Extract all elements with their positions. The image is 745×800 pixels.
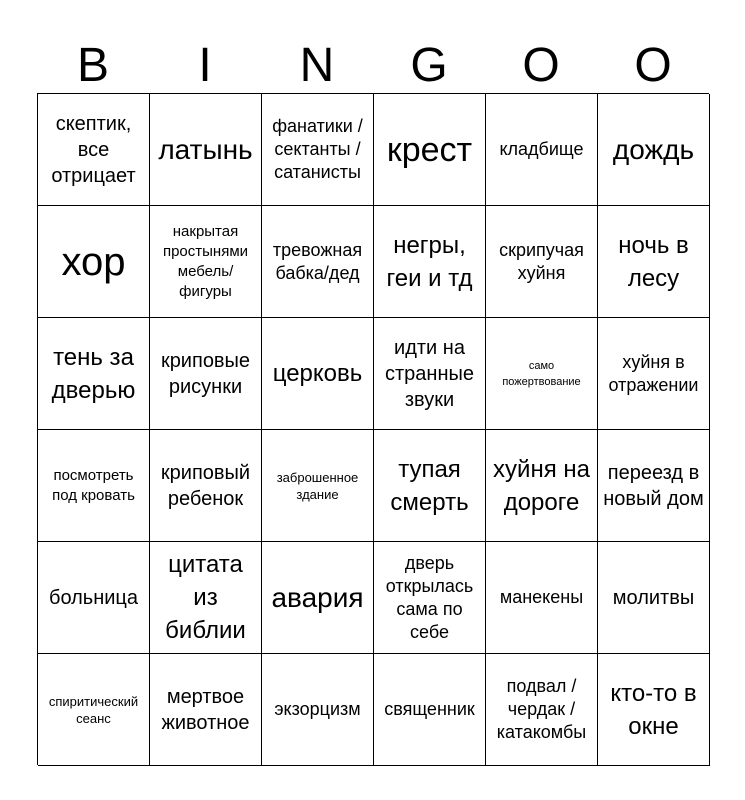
bingo-cell[interactable]	[598, 206, 710, 318]
bingo-cell[interactable]	[486, 318, 598, 430]
bingo-cell[interactable]	[486, 654, 598, 766]
cell-text: ночь в лесу	[618, 231, 689, 292]
bingo-cell[interactable]	[262, 654, 374, 766]
bingo-cell[interactable]	[262, 430, 374, 542]
bingo-cell[interactable]	[38, 430, 150, 542]
bingo-cell[interactable]	[150, 430, 262, 542]
bingo-cell[interactable]	[150, 206, 262, 318]
cell-text: тревожная бабка/дед	[272, 239, 363, 283]
bingo-cell[interactable]	[374, 430, 486, 542]
bingo-cell[interactable]	[150, 542, 262, 654]
cell-text: тупая смерть	[390, 455, 469, 516]
bingo-cell[interactable]	[598, 318, 710, 430]
bingo-cell[interactable]	[38, 654, 150, 766]
bingo-cell[interactable]	[374, 94, 486, 206]
cell-text: скептик, все отрицает	[51, 112, 136, 187]
header-letter: B	[76, 39, 109, 92]
bingo-cell[interactable]	[598, 430, 710, 542]
cell-text: переезд в новый дом	[603, 461, 704, 510]
cell-text: священник	[384, 699, 475, 719]
bingo-cell[interactable]	[150, 318, 262, 430]
cell-text: скрипучая хуйня	[499, 239, 584, 283]
cell-text: хуйня в отражении	[608, 351, 699, 395]
cell-text: подвал / чердак / катакомбы	[496, 676, 587, 742]
bingo-cell[interactable]	[374, 318, 486, 430]
bingo-cell[interactable]	[150, 94, 262, 206]
cell-text: спиритический сеанс	[48, 693, 139, 726]
cell-text: крест	[386, 130, 473, 169]
cell-text: тень за дверью	[51, 343, 136, 404]
bingo-cell[interactable]	[374, 542, 486, 654]
bingo-cell[interactable]	[486, 430, 598, 542]
cell-text: негры, геи и тд	[386, 231, 473, 292]
bingo-cell[interactable]	[38, 94, 150, 206]
bingo-cell[interactable]	[38, 542, 150, 654]
bingo-cell[interactable]	[374, 654, 486, 766]
cell-text: посмотреть под кровать	[52, 466, 135, 504]
cell-text: дождь	[612, 134, 695, 165]
header-letter: N	[299, 39, 335, 92]
cell-text: мертвое животное	[161, 685, 250, 734]
bingo-cell[interactable]	[486, 94, 598, 206]
cell-text: накрытая простынями мебель/ фигуры	[162, 222, 249, 300]
bingo-cell[interactable]	[486, 206, 598, 318]
cell-text: криповый ребенок	[160, 461, 251, 510]
cell-text: фанатики / сектанты / сатанисты	[272, 116, 363, 182]
cell-text: экзорцизм	[274, 699, 361, 719]
bingo-cell[interactable]	[150, 654, 262, 766]
cell-text: больница	[48, 586, 139, 609]
cell-text: идти на странные звуки	[385, 336, 474, 411]
cell-text: хор	[61, 239, 126, 284]
bingo-cell[interactable]	[598, 654, 710, 766]
cell-text: хуйня на дороге	[493, 455, 590, 516]
bingo-cell[interactable]	[262, 94, 374, 206]
bingo-cell[interactable]	[486, 542, 598, 654]
bingo-cell[interactable]	[262, 206, 374, 318]
bingo-cell[interactable]	[262, 318, 374, 430]
bingo-cell[interactable]	[262, 542, 374, 654]
header-letter: G	[410, 39, 448, 92]
cell-text: кладбище	[499, 139, 584, 159]
cell-text: криповые рисунки	[160, 349, 251, 398]
cell-text: манекены	[499, 587, 584, 607]
bingo-cell[interactable]	[38, 206, 150, 318]
cell-text: заброшенное здание	[276, 469, 359, 502]
header-letter: O	[634, 39, 672, 92]
cell-text: само пожертвование	[502, 359, 581, 388]
bingo-cell[interactable]	[598, 94, 710, 206]
cell-text: молитвы	[612, 586, 695, 609]
cell-text: авария	[271, 582, 364, 613]
cell-text: цитата из библии	[165, 551, 246, 644]
bingo-cell[interactable]	[38, 318, 150, 430]
cell-text: латынь	[158, 134, 253, 165]
bingo-board	[37, 93, 709, 765]
header-letter: O	[522, 39, 560, 92]
cell-text: дверь открылась сама по себе	[385, 552, 474, 642]
bingo-header	[37, 38, 709, 94]
header-letter: I	[198, 39, 212, 92]
cell-text: кто-то в окне	[610, 679, 697, 740]
cell-text: церковь	[272, 360, 363, 387]
bingo-cell[interactable]	[598, 542, 710, 654]
bingo-cell[interactable]	[374, 206, 486, 318]
